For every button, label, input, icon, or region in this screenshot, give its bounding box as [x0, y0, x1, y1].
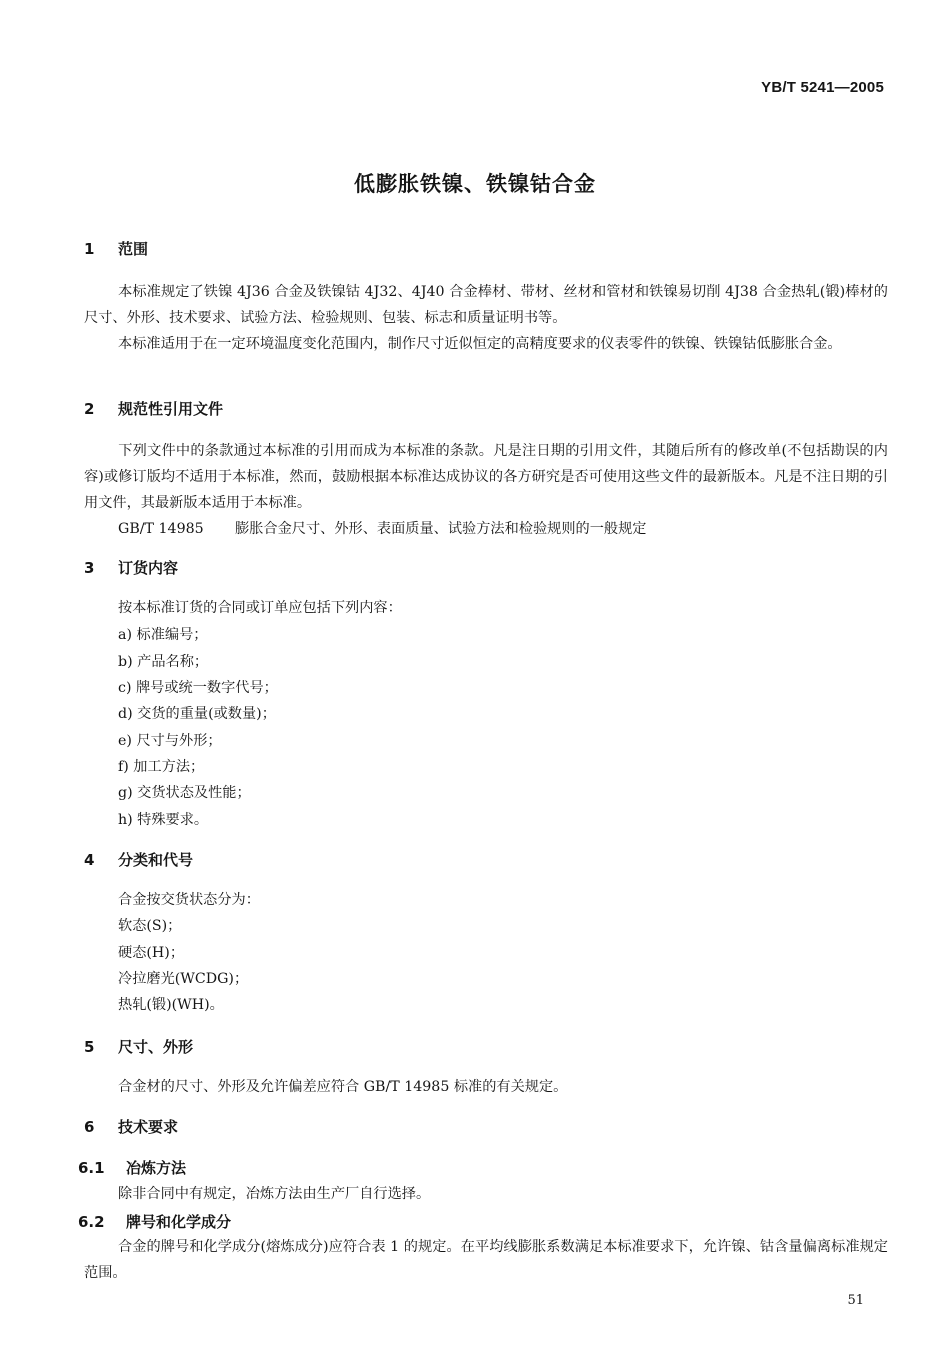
section-5-paragraph-1: 合金材的尺寸、外形及允许偏差应符合 GB/T 14985 标准的有关规定。	[118, 1079, 568, 1095]
section-1-paragraph-2: 本标准适用于在一定环境温度变化范围内，制作尺寸近似恒定的高精度要求的仪表零件的铁镍、铁镍钴低膨胀合金。	[118, 336, 842, 352]
section-2-heading	[84, 398, 223, 419]
list-item: g) 交货状态及性能；	[118, 785, 251, 801]
normative-reference	[118, 519, 646, 539]
page-number: 51	[847, 1293, 864, 1308]
list-item: c) 牌号或统一数字代号；	[118, 680, 278, 696]
subsection-title: 牌号和化学成分	[126, 1213, 232, 1231]
section-1-heading	[84, 238, 148, 259]
section-number: 2	[84, 400, 95, 418]
section-title: 分类和代号	[118, 851, 194, 869]
subsection-number: 6.2	[78, 1213, 105, 1231]
section-3-heading	[84, 557, 178, 578]
section-4-intro: 合金按交货状态分为：	[118, 892, 260, 908]
list-item: 热轧(锻)(WH)。	[118, 997, 224, 1013]
section-number: 5	[84, 1038, 95, 1056]
section-6-heading	[84, 1116, 178, 1137]
section-1-paragraph-1: 本标准规定了铁镍 4J36 合金及铁镍钴 4J32、4J40 合金棒材、带材、丝材和管材和铁镍易切削 4J38 合金热轧(锻)棒材的尺寸、外形、技术要求、试验方法、检验规则、包装、标志和质量证明书等。	[84, 284, 888, 326]
subsection-6-2-paragraph: 合金的牌号和化学成分(熔炼成分)应符合表 1 的规定。在平均线膨胀系数满足本标准要求下，允许镍、钴含量偏离标准规定范围。	[84, 1239, 888, 1281]
reference-title: 膨胀合金尺寸、外形、表面质量、试验方法和检验规则的一般规定	[235, 521, 647, 537]
subsection-6-1-paragraph: 除非合同中有规定，冶炼方法由生产厂自行选择。	[118, 1186, 431, 1202]
section-title: 技术要求	[118, 1118, 179, 1136]
list-item: 软态(S)；	[118, 918, 182, 934]
section-title: 尺寸、外形	[118, 1038, 194, 1056]
list-item: b) 产品名称；	[118, 654, 209, 670]
list-item: a) 标准编号；	[118, 627, 208, 643]
list-item: 冷拉磨光(WCDG)；	[118, 971, 249, 987]
section-2-paragraph-1: 下列文件中的条款通过本标准的引用而成为本标准的条款。凡是注日期的引用文件，其随后所有的修改单(不包括勘误的内容)或修订版均不适用于本标准，然而，鼓励根据本标准达成协议的各方研究是否可使用这些文件的最新版本。凡是不注日期的引用文件，其最新版本适用于本标准。	[84, 443, 888, 511]
list-item: 硬态(H)；	[118, 945, 185, 961]
subsection-6-2-heading	[78, 1211, 231, 1232]
reference-code: GB/T 14985	[118, 521, 204, 537]
section-number: 3	[84, 559, 95, 577]
section-title: 范围	[118, 240, 149, 258]
list-item: e) 尺寸与外形；	[118, 733, 222, 749]
subsection-number: 6.1	[78, 1159, 105, 1177]
section-number: 1	[84, 240, 95, 258]
section-number: 6	[84, 1118, 95, 1136]
section-title: 订货内容	[118, 559, 179, 577]
list-item: h) 特殊要求。	[118, 812, 209, 828]
list-item: d) 交货的重量(或数量)；	[118, 706, 276, 722]
page-title: 低膨胀铁镍、铁镍钴合金	[354, 172, 596, 196]
section-number: 4	[84, 851, 95, 869]
subsection-6-1-heading	[78, 1157, 186, 1178]
section-4-heading	[84, 849, 193, 870]
section-3-intro: 按本标准订货的合同或订单应包括下列内容：	[118, 600, 402, 616]
section-title: 规范性引用文件	[118, 400, 224, 418]
subsection-title: 冶炼方法	[126, 1159, 187, 1177]
section-5-heading	[84, 1036, 193, 1057]
standard-number: YB/T 5241—2005	[761, 79, 884, 96]
list-item: f) 加工方法；	[118, 759, 205, 775]
